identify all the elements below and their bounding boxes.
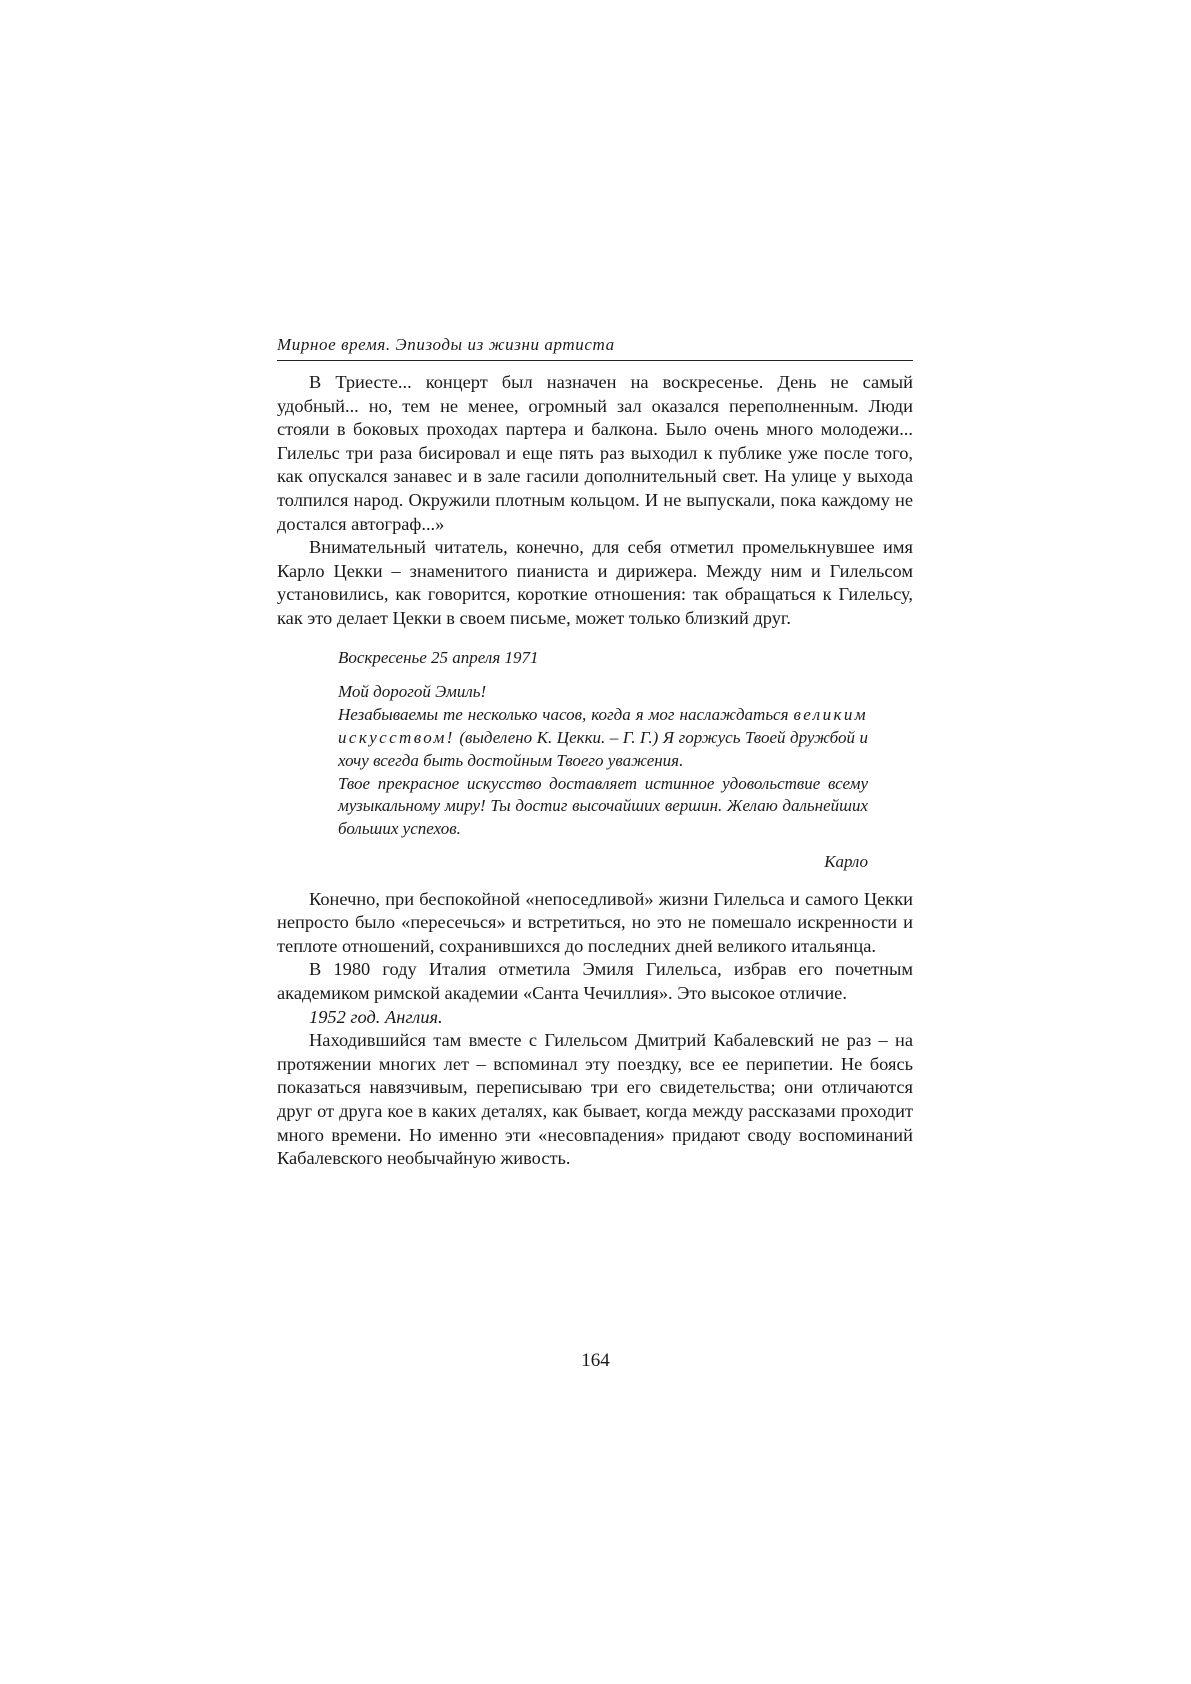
letter-signature: Карло	[824, 851, 868, 871]
main-text-top	[277, 371, 913, 631]
letter-quote	[277, 647, 868, 874]
section-subhead: 1952 год. Англия.	[309, 1006, 443, 1027]
letter-paragraph: Твое прекрасное искусство доставляет истинное удовольствие всему музыкальному миру! Ты достиг высочайших вершин. Желаю дальнейших больших успехов.	[338, 773, 868, 839]
paragraph: В Триесте... концерт был назначен на воскресенье. День не самый удобный... но, тем не менее, огромный зал оказался переполненным. Люди стояли в боковых проходах партера и балкона. Было очень много молодежи... Гилельс три раза бисировал и еще пять раз выходил к публике уже после того, как опускался занавес и в зале гасили дополнительный свет. На улице у выхода толпился народ. Окружили плотным кольцом. И не выпускали, пока каждому не достался автограф...»	[277, 372, 913, 534]
paragraph: Внимательный читатель, конечно, для себя отметил промелькнувшее имя Карло Цекки – знаменитого пианиста и дирижера. Между ним и Гилельсом установились, как говорится, короткие отношения: так обращаться к Гилельсу, как это делает Цекки в своем письме, может только близкий друг.	[277, 537, 913, 628]
letter-greeting: Мой дорогой Эмиль!	[338, 682, 487, 702]
letter-text: (выделено К. Цекки. – Г. Г.) Я горжусь Твоей дружбой и хочу всегда быть достойным Твоего уважения.	[338, 727, 868, 770]
running-head: Мирное время. Эпизоды из жизни артиста	[277, 334, 913, 361]
book-page	[277, 334, 913, 1171]
paragraph: Конечно, при беспокойной «непоседливой» жизни Гилельса и самого Цекки непросто было «пересечься» и встретиться, но это не помешало искренности и теплоте отношений, сохранившихся до последних дней великого итальянца.	[277, 888, 913, 956]
paragraph: Находившийся там вместе с Гилельсом Дмитрий Кабалевский не раз – на протяжении многих лет – вспоминал эту поездку, все ее перипетии. Не боясь показаться навязчивым, переписываю три его свидетельства; они отличаются друг от друга кое в каких деталях, как бывает, когда между рассказами проходит много времени. Но именно эти «несовпадения» придают своду воспоминаний Кабалевского необычайную живость.	[277, 1030, 913, 1169]
letter-emphasis: великим искусством!	[338, 705, 868, 747]
paragraph: В 1980 году Италия отметила Эмиля Гилельса, избрав его почетным академиком римской академии «Санта Чечиллия». Это высокое отличие.	[277, 959, 913, 1004]
letter-paragraph	[338, 704, 868, 772]
page-number: 164	[581, 1350, 610, 1371]
letter-date: Воскресенье 25 апреля 1971	[338, 647, 539, 667]
main-text-bottom	[277, 888, 913, 1171]
letter-text: Незабываемы те несколько часов, когда я мог наслаждаться	[338, 705, 794, 725]
